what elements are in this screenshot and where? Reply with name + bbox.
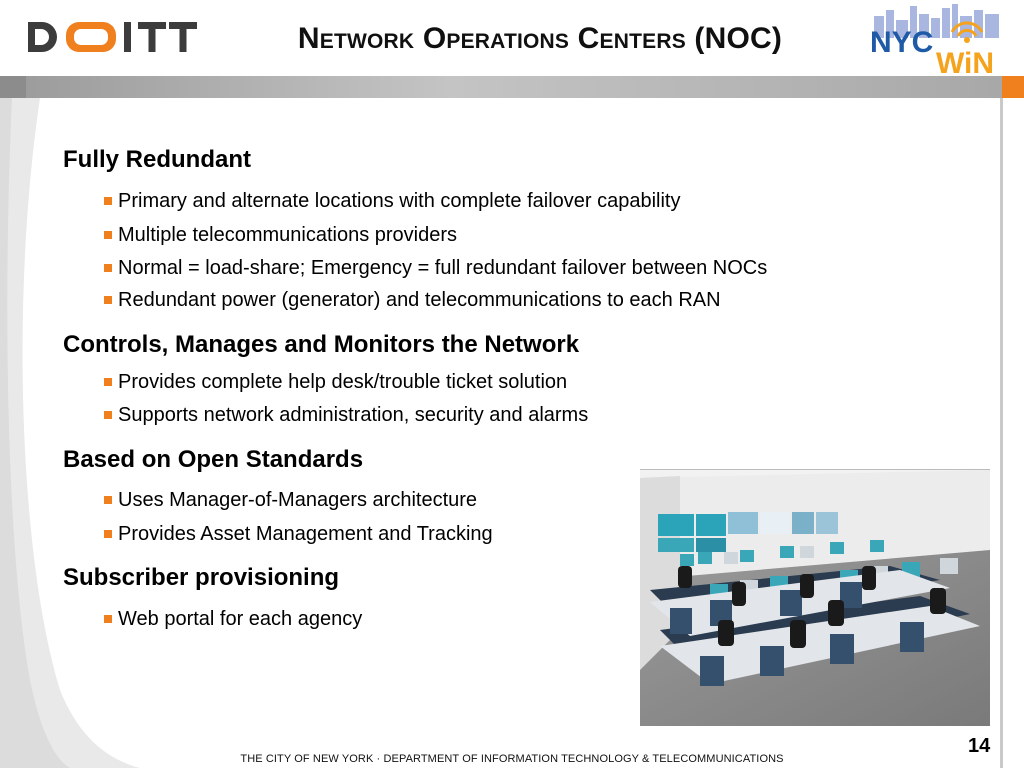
bullet-text: Provides complete help desk/trouble ticket solution xyxy=(118,371,568,393)
nyc-wordmark: NYC xyxy=(870,26,934,59)
win-wordmark: WiN xyxy=(936,47,995,76)
right-border xyxy=(1000,98,1003,768)
noc-room-image xyxy=(640,469,990,726)
bullet-text: Multiple telecommunications providers xyxy=(118,224,458,246)
bullet-square-icon xyxy=(104,530,112,538)
bullet-square-icon xyxy=(104,296,112,304)
bullet-square-icon xyxy=(104,615,112,623)
bullet-item xyxy=(104,489,477,512)
bullet-item xyxy=(104,523,493,546)
bullet-text: Supports network administration, security and alarms xyxy=(118,404,589,426)
slide-title: Network Operations Centers (NOC) xyxy=(297,22,783,55)
bullet-text: Redundant power (generator) and telecommunications to each RAN xyxy=(118,289,721,311)
footer-text: THE CITY OF NEW YORK · DEPARTMENT OF INFORMATION TECHNOLOGY & TELECOMMUNICATIONS xyxy=(240,753,784,765)
section-heading: Fully Redundant xyxy=(63,146,251,173)
bullet-square-icon xyxy=(104,264,112,272)
header-accent-tab xyxy=(1002,76,1024,98)
section-heading: Subscriber provisioning xyxy=(63,564,340,591)
bullet-item xyxy=(104,371,567,394)
bullet-square-icon xyxy=(104,411,112,419)
bullet-text: Web portal for each agency xyxy=(118,608,363,630)
section-heading: Based on Open Standards xyxy=(63,446,364,473)
bullet-square-icon xyxy=(104,378,112,386)
bullet-item xyxy=(104,190,681,213)
bullet-text: Normal = load-share; Emergency = full redundant failover between NOCs xyxy=(118,257,768,279)
bullet-item xyxy=(104,404,588,427)
bullet-item xyxy=(104,289,721,312)
section-heading: Controls, Manages and Monitors the Network xyxy=(63,331,580,358)
bullet-square-icon xyxy=(104,231,112,239)
bullet-text: Uses Manager-of-Managers architecture xyxy=(118,489,478,511)
bullet-text: Provides Asset Management and Tracking xyxy=(118,523,493,545)
page-number: 14 xyxy=(968,735,991,757)
bullet-item xyxy=(104,608,362,631)
bullet-square-icon xyxy=(104,197,112,205)
bullet-square-icon xyxy=(104,496,112,504)
bullet-item xyxy=(104,224,457,247)
bullet-item xyxy=(104,257,767,280)
bullet-text: Primary and alternate locations with complete failover capability xyxy=(118,190,681,212)
